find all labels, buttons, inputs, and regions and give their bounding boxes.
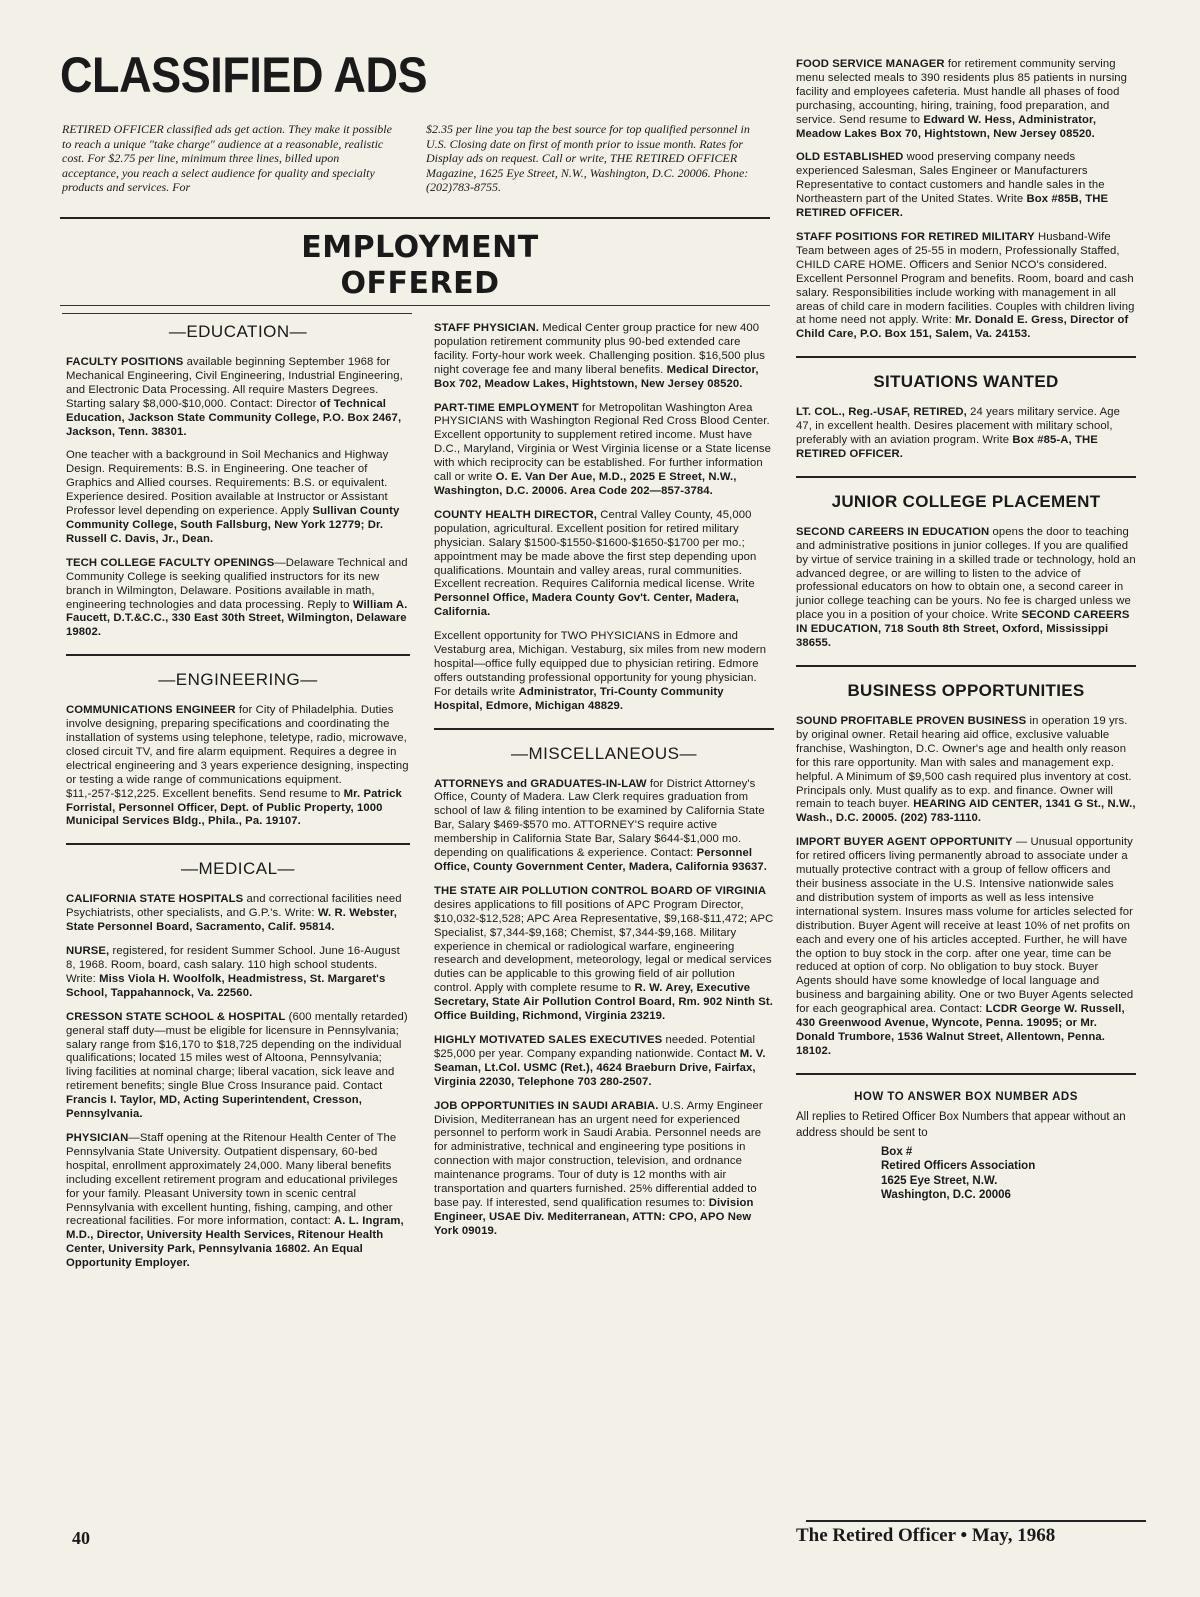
ad-lead: THE STATE AIR POLLUTION CONTROL BOARD OF VIRGINIA (434, 884, 767, 897)
ad-contact: W. R. Webster, State Personnel Board, Sacramento, Calif. 95814. (66, 907, 397, 934)
ad-body: available beginning September 1968 for Mechanical Engineering, Civil Engineering, Industrial Engineering, and Electronic Data Processing. All require Masters Degrees. Starting salary $8,000-$10,000. Contact: Director (66, 356, 403, 410)
ad-contact: Sullivan County Community College, South Fallsburg, New York 12779; Dr. Russell C. Davis, Jr., Dean. (66, 505, 400, 545)
how-to-heading: HOW TO ANSWER BOX NUMBER ADS (854, 1090, 1078, 1103)
ad-contact: Administrator, Tri-County Community Hospital, Edmore, Michigan 48829. (434, 685, 724, 712)
ad-listing (434, 885, 774, 1024)
publication-footer: The Retired Officer • May, 1968 (796, 1525, 1056, 1546)
column-rule (62, 313, 412, 314)
situations-ads (796, 406, 1136, 462)
ad-contact: Miss Viola H. Woolfolk, Headmistress, St. Margaret's School, Tappahannock, Va. 22560. (66, 972, 386, 999)
ad-contact: Francis I. Taylor, MD, Acting Superintendent, Cresson, Pennsylvania. (66, 1094, 363, 1121)
ad-contact: LCDR George W. Russell, 430 Greenwood Avenue, Wyncote, Penna. 19095; or Mr. Donald Trumbore, 1536 Walnut Street, Allentown, Penna. 18102. (796, 1003, 1125, 1057)
page-number: 40 (72, 1528, 90, 1548)
medical-ads (66, 893, 410, 1271)
divider (796, 1073, 1136, 1075)
engineering-ads (66, 704, 410, 829)
ad-listing (434, 509, 774, 620)
ad-contact: Division Engineer, USAE Div. Mediterranean, ATTN: CPO, APO New York 09019. (434, 1196, 754, 1237)
ad-body: 24 years military service. Age 47, in excellent health. Desires placement with military school, preferably with an aviation program. Write (796, 406, 1121, 447)
ad-contact: Box #85-A, THE RETIRED OFFICER. (796, 434, 1098, 460)
ad-listing (796, 715, 1136, 826)
column-2 (434, 322, 774, 1249)
ad-contact: O. E. Van Der Aue, M.D., 2025 E Street, N.W., Washington, D.C. 20006. Area Code 202—857-3784. (434, 471, 737, 497)
ad-listing (796, 526, 1136, 651)
ad-listing (434, 322, 774, 392)
top-ads (796, 58, 1136, 342)
ad-listing (66, 1132, 410, 1271)
ad-listing (796, 836, 1136, 1059)
reply-org-line: Retired Officers Association (881, 1160, 1036, 1173)
ad-contact: M. V. Seaman, Lt.Col. USMC (Ret.), 4624 Braeburn Drive, Fairfax, Virginia 22030, Telephone 703 280-2507. (434, 1047, 766, 1088)
ad-listing (434, 630, 774, 713)
reply-box-line: Box # (881, 1145, 913, 1158)
ad-contact: of Technical Education, Jackson State Community College, P.O. Box 2467, Jackson, Tenn. 38301. (66, 397, 402, 438)
miscellaneous-ads (434, 778, 774, 1239)
ad-lead: COMMUNICATIONS ENGINEER (66, 704, 236, 717)
ad-listing (434, 1100, 774, 1239)
ad-body: desires applications to fill positions of APC Program Director, $10,032-$12,528; APC Area Representative, $9,168-$11,472; APC Specialist, $7,344-$9,168; Chemist, $7,344-$9,168. Military experience in chemical or radiological warfare, engineering research and development, meteorology, legal or medical services duties can be applicable to this growing field of air pollution control. Apply with complete resume to (434, 898, 774, 995)
intro-text-left: RETIRED OFFICER classified ads get action. They make it possible to reach a unique "take charge" audience at a reasonable, realistic cost. For $2.75 per line, minimum three lines, billed upon acceptance, you reach a select audience for quality and specialty products and services. For (62, 122, 392, 195)
ad-lead: SOUND PROFITABLE PROVEN BUSINESS (796, 715, 1027, 727)
ad-lead: STAFF POSITIONS FOR RETIRED MILITARY (796, 230, 1035, 243)
ad-lead: LT. COL., Reg.-USAF, RETIRED, (796, 406, 967, 419)
ad-lead: CRESSON STATE SCHOOL & HOSPITAL (66, 1010, 286, 1023)
ad-contact: Box #85B, THE RETIRED OFFICER. (796, 193, 1109, 220)
divider (796, 476, 1136, 478)
ad-lead: CALIFORNIA STATE HOSPITALS (66, 893, 244, 906)
ad-lead: TECH COLLEGE FACULTY OPENINGS (66, 556, 275, 569)
column-3 (796, 58, 1136, 1203)
ad-listing (796, 151, 1136, 221)
situations-wanted-heading: SITUATIONS WANTED (873, 372, 1059, 392)
ad-body: registered, for resident Summer School. June 16-August 8, 1968. Room, board, cash salary. 110 high school students. Write: (66, 945, 400, 985)
page-title: CLASSIFIED ADS (60, 47, 428, 103)
ad-lead: HIGHLY MOTIVATED SALES EXECUTIVES (434, 1033, 663, 1046)
ad-body: needed. Potential $25,000 per year. Company expanding nationwide. Contact (434, 1033, 756, 1060)
ad-body: —Staff opening at the Ritenour Health Center of The Pennsylvania State University. Outpatient dispensary, 60-bed hospital, enrollment approximately 24,000. Many liberal benefits including excellent retirement program and educational privileges for your family. Pleasant University town in scenic central Pennsylvania with excellent hunting, fishing, camping, and other recreational facilities. For more information, contact: (66, 1131, 398, 1228)
ad-body: Central Valley County, 45,000 population, agricultural. Excellent position for retired military physician. Salary $1500-$1550-$1600-$1650-$1700 per mo.; appointment may be made above the first step depending upon qualifications. Mountain and valley areas, rural communities. Excellent recreation. Requires California medical license. Write (434, 508, 757, 591)
employment-heading-line1: EMPLOYMENT (301, 230, 539, 265)
ad-lead: STAFF PHYSICIAN. (434, 322, 539, 334)
divider (434, 728, 774, 730)
divider (66, 843, 410, 845)
ad-contact: Edward W. Hess, Administrator, Meadow Lakes Box 70, Hightstown, New Jersey 08520. (796, 113, 1097, 140)
reply-address (881, 1145, 1136, 1203)
ad-body: for retirement community serving menu selected meals to 390 residents plus 85 patients in nursing facility and employees cafeteria. Must handle all phases of food purchasing, accounting, hiring, training, food preparation, and service. Send resume to (796, 58, 1128, 126)
ad-body: Excellent opportunity for TWO PHYSICIANS in Edmore and Vestaburg area, Michigan. Vestaburg, six miles from new modern hospital—office fully equipped due to physician retiring. Edmore offers outstanding professional opportunity for young physician. For details write (434, 630, 767, 698)
intro-text-right: $2.35 per line you tap the best source for top qualified personnel in U.S. Closing date on first of month prior to issue month. Rates for Display ads on request. Call or write, THE RETIRED OFFICER Magazine, 1625 Eye Street, N.W., Washington, D.C. 20006. Phone: (202)783-8755. (426, 122, 750, 195)
how-to-answer-box (796, 1089, 1136, 1203)
ad-body: Medical Center group practice for new 400 population retirement community plus 90-bed extended care facility. Forty-hour work week. Challenging position. $16,500 plus night coverage fee and many liberal benefits. (434, 322, 766, 376)
ad-body: opens the door to teaching and administrative positions in junior colleges. If you are qualified by virtue of service training in a skilled trade or technology, hold an advanced degree, or are willing to listen to the advice of professional educators on how to obtain one, a second career in junior college teaching can be yours. No fee is charged unless we place you in a position of your choice. Write (796, 525, 1136, 622)
ad-body: and correctional facilities need Psychiatrists, other specialists, and G.P.'s. Write: (66, 893, 402, 920)
junior-ads (796, 526, 1136, 651)
divider (796, 356, 1136, 358)
ad-contact: Medical Director, Box 702, Meadow Lakes, Hightstown, New Jersey 08520. (434, 363, 759, 390)
ad-listing (796, 406, 1136, 462)
ad-body: Husband-Wife Team between ages of 25-55 in modern, Professionally Staffed, CHILD CARE HOME. Officers and Senior NCO's considered. Excellent Personnel Program and benefits. Room, board and cash salary. Responsibilities include working with management in all areas of child care in modern facilities. Couples with children living at home need not apply. Write: (796, 230, 1135, 327)
ad-lead: NURSE, (66, 945, 110, 958)
ad-lead: FACULTY POSITIONS (66, 356, 184, 368)
ad-listing (66, 356, 410, 439)
ad-contact: R. W. Arey, Executive Secretary, State Air Pollution Control Board, Rm. 902 Ninth St. Office Building, Richmond, Virginia 23219. (434, 982, 773, 1023)
how-to-text: All replies to Retired Officer Box Numbers that appear without an address should be sent to (796, 1110, 1126, 1139)
ad-lead: PART-TIME EMPLOYMENT (434, 401, 579, 414)
business-opportunities-heading: BUSINESS OPPORTUNITIES (847, 681, 1085, 700)
ad-lead: PHYSICIAN (66, 1131, 129, 1144)
ad-body: —Delaware Technical and Community College is seeking qualified instructors for its new branch in Wilmington, Delaware. Positions available in math, engineering technologies and data processing. Reply to (66, 556, 408, 611)
ad-contact: Mr. Donald E. Gress, Director of Child Care, P.O. Box 151, Salem, Va. 24153. (796, 314, 1129, 341)
business-ads (796, 715, 1136, 1059)
reply-street-line: 1625 Eye Street, N.W. (881, 1174, 998, 1187)
education-heading: —EDUCATION— (168, 322, 308, 341)
header-rule (60, 217, 770, 219)
ad-contact: A. L. Ingram, M.D., Director, University Health Services, Ritenour Health Center, University Park, Pennsylvania 16802. An Equal Opportunity Employer. (66, 1215, 404, 1270)
ad-listing (66, 893, 410, 935)
ad-body: in operation 19 yrs. by original owner. Retail hearing aid office, exclusive valuable franchise, Washington, D.C. Owner's age and health only reason for this rare opportunity. Man with sales and management exp. helpful. A Minimum of $9,500 cash required plus inventory at cost. Principals only. Must qualify as to exp. and finance. Owner will remain to teach buyer. (796, 715, 1132, 811)
ad-contact: William A. Faucett, D.T.&C.C., 330 East 30th Street, Wilmington, Delaware 19802. (66, 598, 408, 639)
education-ads (66, 356, 410, 640)
ad-lead: ATTORNEYS and GRADUATES-IN-LAW (434, 777, 647, 790)
employment-offered-heading (270, 230, 570, 302)
ad-body: for Metropolitan Washington Area PHYSICIANS with Washington Regional Red Cross Blood Center. Excellent opportunity to supplement retired income. Must have D.C., Maryland, Virginia or West Virginia license or a State license with which reciprocity can be established. For further information call or write (434, 401, 772, 484)
ad-body: U.S. Army Engineer Division, Mediterranean has an urgent need for experienced personnel to perform work in Saudi Arabia. Personnel needs are for administrative, technical and engineering type positions in connection with major construction, television, and ordnance maintenance programs. Tour of duty is 12 months with air transportation and quarters furnished. 25% differential added to base pay. If interested, send qualification resumes to: (434, 1099, 763, 1209)
ad-lead: IMPORT BUYER AGENT OPPORTUNITY (796, 836, 1013, 849)
ad-contact: Mr. Patrick Forristal, Personnel Officer, Dept. of Public Property, 1000 Municipal Services Bldg., Phila., Pa. 19107. (66, 787, 402, 828)
ad-lead: FOOD SERVICE MANAGER (796, 58, 945, 70)
ad-listing (66, 945, 410, 1001)
ad-contact: Personnel Office, Madera County Gov't. Center, Madera, California. (434, 592, 740, 619)
ad-listing (66, 557, 410, 640)
ad-body: wood preserving company needs experienced Salesman, Sales Engineer or Manufacturers Representative to contact customers and handle sales in the Northeastern part of the United States. Write (796, 151, 1105, 206)
ad-listing (66, 449, 410, 546)
ad-contact: Personnel Office, County Government Center, Madera, California 93637. (434, 847, 767, 873)
ad-listing (434, 1034, 774, 1090)
ad-body: — Unusual opportunity for retired officers living permanently abroad to associate under a mutually protective contract with a group of fellow officers and their business associate in the U.S. Intensive nationwide sales and distribution system of imports as well as less intensive international system. Insures mass volume for articles selected for distribution. Buyer Agent will receive at least 10% of net profits on each and every one of his articles accepted. Further, he will have the option to buy stock in the corp. after one year, time can be reduced at option of corp. No obligation to buy stock. Buyer Agents should have some knowledge of local language and business and bargaining ability. One or two Buyer Agents selected for each geographical area. Contact: (796, 836, 1134, 1016)
footer-rule (806, 1520, 1146, 1522)
junior-college-heading: JUNIOR COLLEGE PLACEMENT (831, 491, 1101, 511)
divider (796, 665, 1136, 667)
ad-lead: COUNTY HEALTH DIRECTOR, (434, 508, 597, 521)
ad-lead: OLD ESTABLISHED (796, 151, 904, 164)
column-1 (66, 322, 410, 1281)
reply-city-line: Washington, D.C. 20006 (881, 1189, 1011, 1202)
ad-body: for District Attorney's Office, County of Madera. Law Clerk requires graduation from school of law & filing intention to be examined by California State Bar, Salary $469-$570 mo. ATTORNEY'S require active membership in California State Bar, Salary $644-$1,000 mo. depending on qualifications & experience. Contact: (434, 777, 765, 860)
miscellaneous-heading: —MISCELLANEOUS— (510, 743, 698, 763)
ad-listing (434, 402, 774, 499)
ad-contact: HEARING AID CENTER, 1341 G St., N.W., Wash., D.C. 20005. (202) 783-1110. (796, 798, 1136, 825)
ad-lead: SECOND CAREERS IN EDUCATION (796, 525, 990, 538)
ad-lead: JOB OPPORTUNITIES IN SAUDI ARABIA. (434, 1099, 659, 1112)
engineering-heading: —ENGINEERING— (158, 670, 318, 690)
ad-listing (796, 58, 1136, 141)
ad-listing (66, 1011, 410, 1122)
ad-body: for City of Philadelphia. Duties involve designing, preparing specifications and coordinating the installation of systems using telephone, teletype, radio, microwave, closed circuit TV, and fire alarm equipment. Requires a degree in electrical engineering and 3 years experience designing, inspecting or testing a wide range of communications equipment. $11,-257-$12,225. Excellent benefits. Send resume to (66, 704, 409, 800)
physician-ads (434, 322, 774, 714)
medical-heading: —MEDICAL— (180, 859, 296, 879)
ad-contact: SECOND CAREERS IN EDUCATION, 718 South 8th Street, Oxford, Mississippi 38655. (796, 609, 1130, 650)
ad-listing (796, 231, 1136, 342)
section-rule (60, 305, 770, 306)
ad-body: One teacher with a background in Soil Mechanics and Highway Design. Requirements: B.S. in Engineering. One teacher of Graphics and Allied courses. Requirements: B.S. or equivalent. Experience desired. Position available at Instructor or Assistant Professor level depending on experience. Apply (66, 449, 389, 518)
ad-listing (66, 704, 410, 829)
ad-listing (434, 778, 774, 875)
employment-heading-line2: OFFERED (340, 266, 500, 301)
ad-body: (600 mentally retarded) general staff duty—must be eligible for licensure in Pennsylvania; salary range from $16,170 to $18,725 depending on the individual qualifications; located 15 miles west of Altoona, Pennsylvania; living facilities at nominal charge; liberal vacation, sick leave and retirement benefits; single Blue Cross Insurance paid. Contact (66, 1010, 408, 1093)
divider (66, 654, 410, 656)
